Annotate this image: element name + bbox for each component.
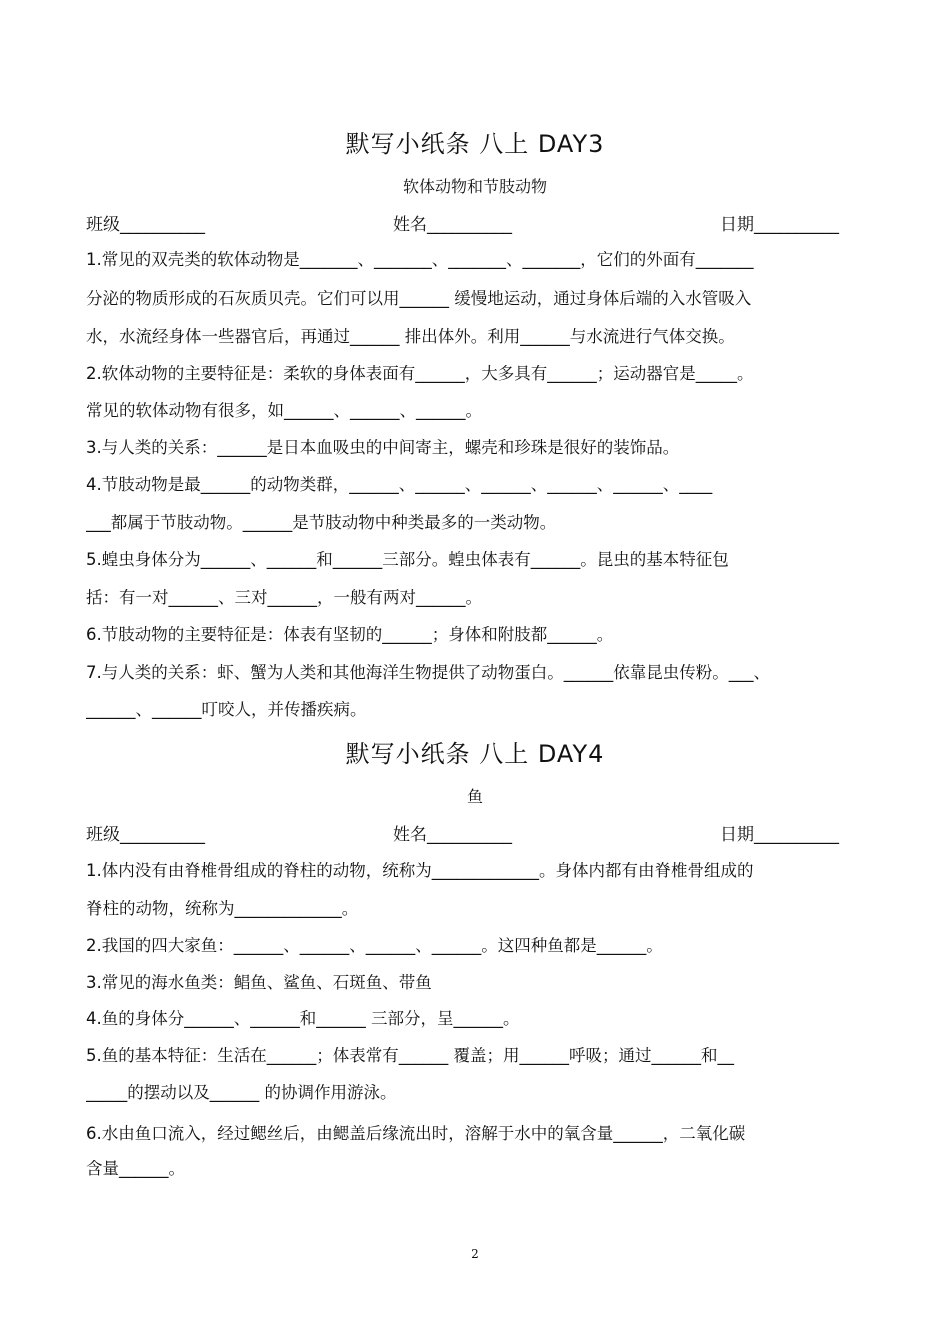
section1-line: 6.节肢动物的主要特征是：体表有坚韧的______；身体和附肢都______。 bbox=[86, 625, 614, 644]
section1-class-field: 班级__________ bbox=[86, 215, 205, 235]
section1-line: ___都属于节肢动物。______是节肢动物中种类最多的一类动物。 bbox=[86, 513, 557, 532]
section2-name-field: 姓名__________ bbox=[393, 825, 512, 845]
section1-line: 常见的软体动物有很多，如______、______、______。 bbox=[86, 401, 482, 420]
section2-line: 4.鱼的身体分______、______和______ 三部分，呈______。 bbox=[86, 1009, 520, 1028]
section1-line: 5.蝗虫身体分为______、______和______三部分。蝗虫体表有______。昆虫的基本特征包 bbox=[86, 550, 729, 569]
section2-line: 6.水由鱼口流入，经过鳃丝后，由鳃盖后缘流出时，溶解于水中的氧含量______，二氧化碳 bbox=[86, 1124, 746, 1143]
section1-line: 7.与人类的关系：虾、蟹为人类和其他海洋生物提供了动物蛋白。______依靠昆虫传粉。___、 bbox=[86, 663, 770, 682]
section1-line: ______、______叮咬人，并传播疾病。 bbox=[86, 700, 367, 719]
section2-title: 默写小纸条 八上 DAY4 bbox=[345, 740, 605, 768]
section2-subtitle: 鱼 bbox=[466, 787, 483, 806]
section1-line: 3.与人类的关系：______是日本血吸虫的中间寄主，螺壳和珍珠是很好的装饰品。 bbox=[86, 438, 680, 457]
section1-line: 分泌的物质形成的石灰质贝壳。它们可以用______ 缓慢地运动，通过身体后端的入水管吸入 bbox=[86, 289, 752, 308]
section1-line: 2.软体动物的主要特征是：柔软的身体表面有______，大多具有______；运动器官是_____。 bbox=[86, 364, 754, 383]
section2-line: 2.我国的四大家鱼：______、______、______、______。这四种鱼都是______。 bbox=[86, 936, 663, 955]
section1-name-field: 姓名__________ bbox=[393, 215, 512, 235]
section1-line: 1.常见的双壳类的软体动物是_______、_______、_______、_______，它们的外面有_______ bbox=[86, 250, 754, 269]
section1-line: 括：有一对______、三对______，一般有两对______。 bbox=[86, 588, 482, 607]
section1-line: 4.节肢动物是最______的动物类群，______、______、______、______、______、____ bbox=[86, 475, 713, 494]
section2-line: 脊柱的动物，统称为_____________。 bbox=[86, 899, 359, 918]
section1-subtitle: 软体动物和节肢动物 bbox=[402, 177, 547, 196]
page-number: 2 bbox=[471, 1247, 479, 1261]
section2-line: 1.体内没有由脊椎骨组成的脊柱的动物，统称为_____________。身体内都有由脊椎骨组成的 bbox=[86, 861, 754, 880]
section2-line: 3.常见的海水鱼类：鲳鱼、鲨鱼、石斑鱼、带鱼 bbox=[86, 973, 432, 992]
section1-date-field: 日期__________ bbox=[720, 215, 839, 235]
section2-date-field: 日期__________ bbox=[720, 825, 839, 845]
section2-line: _____的摆动以及______ 的协调作用游泳。 bbox=[86, 1083, 397, 1102]
section2-line: 5.鱼的基本特征：生活在______；体表常有______ 覆盖；用______呼吸；通过______和__ bbox=[86, 1046, 734, 1065]
section1-line: 水，水流经身体一些器官后，再通过______ 排出体外。利用______与水流进行气体交换。 bbox=[86, 327, 735, 346]
section2-line: 含量______。 bbox=[86, 1159, 185, 1178]
section2-class-field: 班级__________ bbox=[86, 825, 205, 845]
section1-title: 默写小纸条 八上 DAY3 bbox=[345, 130, 605, 158]
